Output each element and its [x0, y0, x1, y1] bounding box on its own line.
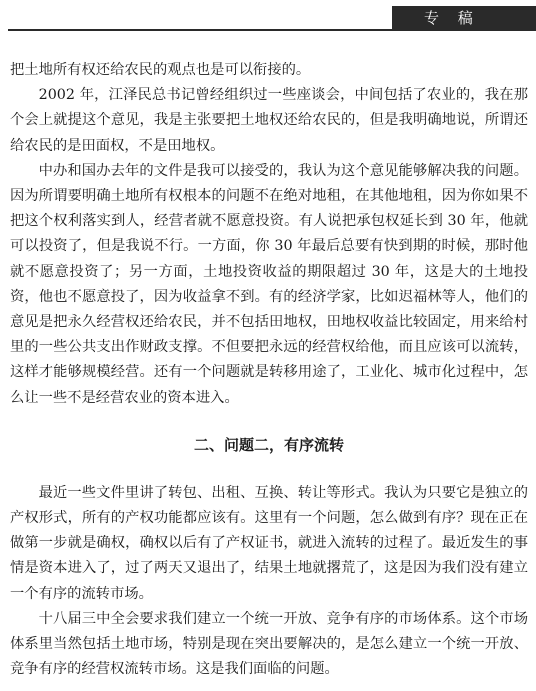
header-rule: [8, 29, 392, 31]
paragraph: 中办和国办去年的文件是我可以接受的，我认为这个意见能够解决我的问题。因为所谓要明确土地所有权根本的问题不在绝对地租，在其他地租，因为你如果不把这个权利落实到人，经营者就不愿意投资。有人说把承包权延长到 30 年，他就可以投资了，但是我说不行。一方面，你 30 年最后总要有快到期的时候，那时他就不愿意投资了；另一方面，土地投资收益的期限超过 30 年，这是大的土地投资，他也不愿意投了，因为收益拿不到。有的经济学家，比如迟福林等人，他们的意见是把永久经营权还给农民，并不包括田地权，田地权收益比较固定，用来给村里的一些公共支出作财政支撑。不但要把永远的经营权给他，而且应该可以流转，这样才能够规模经营。还有一个问题就是转移用途了，工业化、城市化过程中，怎么让一些不是经营农业的资本进入。: [10, 162, 528, 406]
paragraph-continuation: 把土地所有权还给农民的观点也是可以衔接的。: [10, 62, 311, 78]
section-heading: 二、问题二，有序流转: [193, 435, 344, 454]
paragraph: 2002 年，江泽民总书记曾经组织过一些座谈会，中间包括了农业的，我在那个会上就提这个意见，我是主张要把土地权还给农民的，但是我明确地说，所谓还给农民的是田面权，不是田地权。: [10, 87, 528, 154]
article-body: [10, 58, 528, 682]
paragraph: 最近一些文件里讲了转包、出租、互换、转让等形式。我认为只要它是独立的产权形式，所有的产权功能都应该有。这里有一个问题，怎么做到有序？现在正在做第一步就是确权，确权以后有了产权证书，就进入流转的过程了。最近发生的事情是资本进入了，过了两天又退出了，结果土地就撂荒了，这是因为我们没有建立一个有序的流转市场。: [10, 484, 528, 602]
paragraph: 十八届三中全会要求我们建立一个统一开放、竞争有序的市场体系。这个市场体系里当然包括土地市场，特别是现在突出要解决的，是怎么建立一个统一开放、竞争有序的经营权流转市场。这是我们面临的问题。: [10, 610, 528, 678]
column-tag: 专 稿: [392, 6, 536, 31]
